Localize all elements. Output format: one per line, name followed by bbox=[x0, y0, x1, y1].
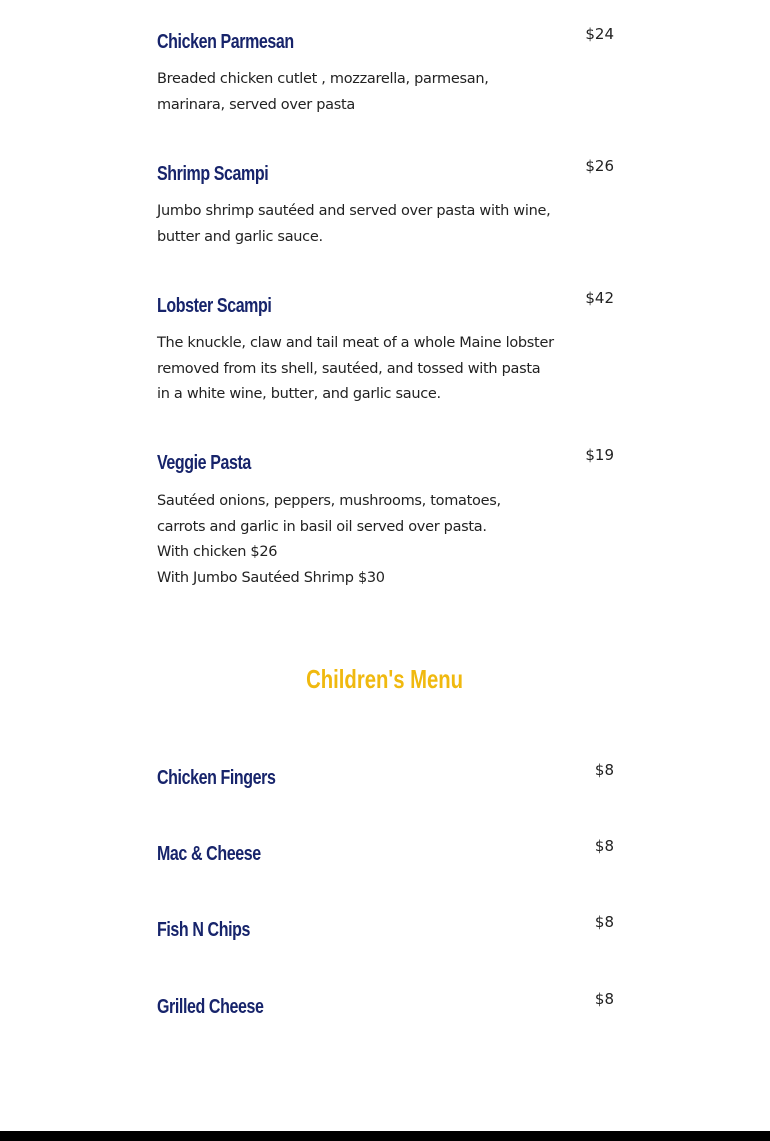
item-name: Chicken Fingers bbox=[157, 767, 276, 789]
item-description-line: With chicken $26 bbox=[157, 544, 278, 560]
item-name: Veggie Pasta bbox=[157, 452, 251, 474]
item-description-line: in a white wine, butter, and garlic sauce. bbox=[157, 386, 441, 402]
item-name: Shrimp Scampi bbox=[157, 163, 269, 185]
item-description-line: marinara, served over pasta bbox=[157, 96, 355, 113]
item-name: Fish N Chips bbox=[157, 919, 250, 941]
item-price: $26 bbox=[585, 157, 614, 175]
childrens-menu-heading bbox=[0, 662, 770, 696]
footer-bar bbox=[0, 1131, 770, 1141]
item-description bbox=[157, 199, 567, 250]
item-description bbox=[157, 331, 567, 408]
item-name: Chicken Parmesan bbox=[157, 31, 294, 53]
item-description-line: butter and garlic sauce. bbox=[157, 228, 323, 245]
item-price: $24 bbox=[585, 25, 614, 43]
item-description-line: With Jumbo Sautéed Shrimp $30 bbox=[157, 569, 385, 586]
item-description-line: carrots and garlic in basil oil served over pasta. bbox=[157, 518, 487, 535]
item-description-line: removed from its shell, sautéed, and tossed with pasta bbox=[157, 360, 541, 377]
item-name: Mac & Cheese bbox=[157, 843, 261, 865]
item-name: Grilled Cheese bbox=[157, 996, 264, 1018]
item-price: $8 bbox=[594, 837, 614, 855]
item-name: Lobster Scampi bbox=[157, 295, 272, 317]
item-price: $8 bbox=[594, 761, 614, 779]
item-price: $8 bbox=[594, 990, 614, 1008]
item-price: $8 bbox=[594, 913, 614, 931]
item-description bbox=[157, 67, 567, 118]
item-description-line: The knuckle, claw and tail meat of a whole Maine lobster bbox=[157, 335, 554, 351]
childrens-menu-heading-text: Children's Menu bbox=[306, 664, 464, 694]
item-description-line: Sautéed onions, peppers, mushrooms, tomatoes, bbox=[157, 493, 501, 509]
item-description-line: Breaded chicken cutlet , mozzarella, parmesan, bbox=[157, 71, 489, 87]
item-description-line: Jumbo shrimp sautéed and served over pasta with wine, bbox=[157, 203, 551, 219]
item-description bbox=[157, 489, 567, 591]
item-price: $42 bbox=[585, 289, 614, 307]
item-price: $19 bbox=[585, 446, 614, 464]
